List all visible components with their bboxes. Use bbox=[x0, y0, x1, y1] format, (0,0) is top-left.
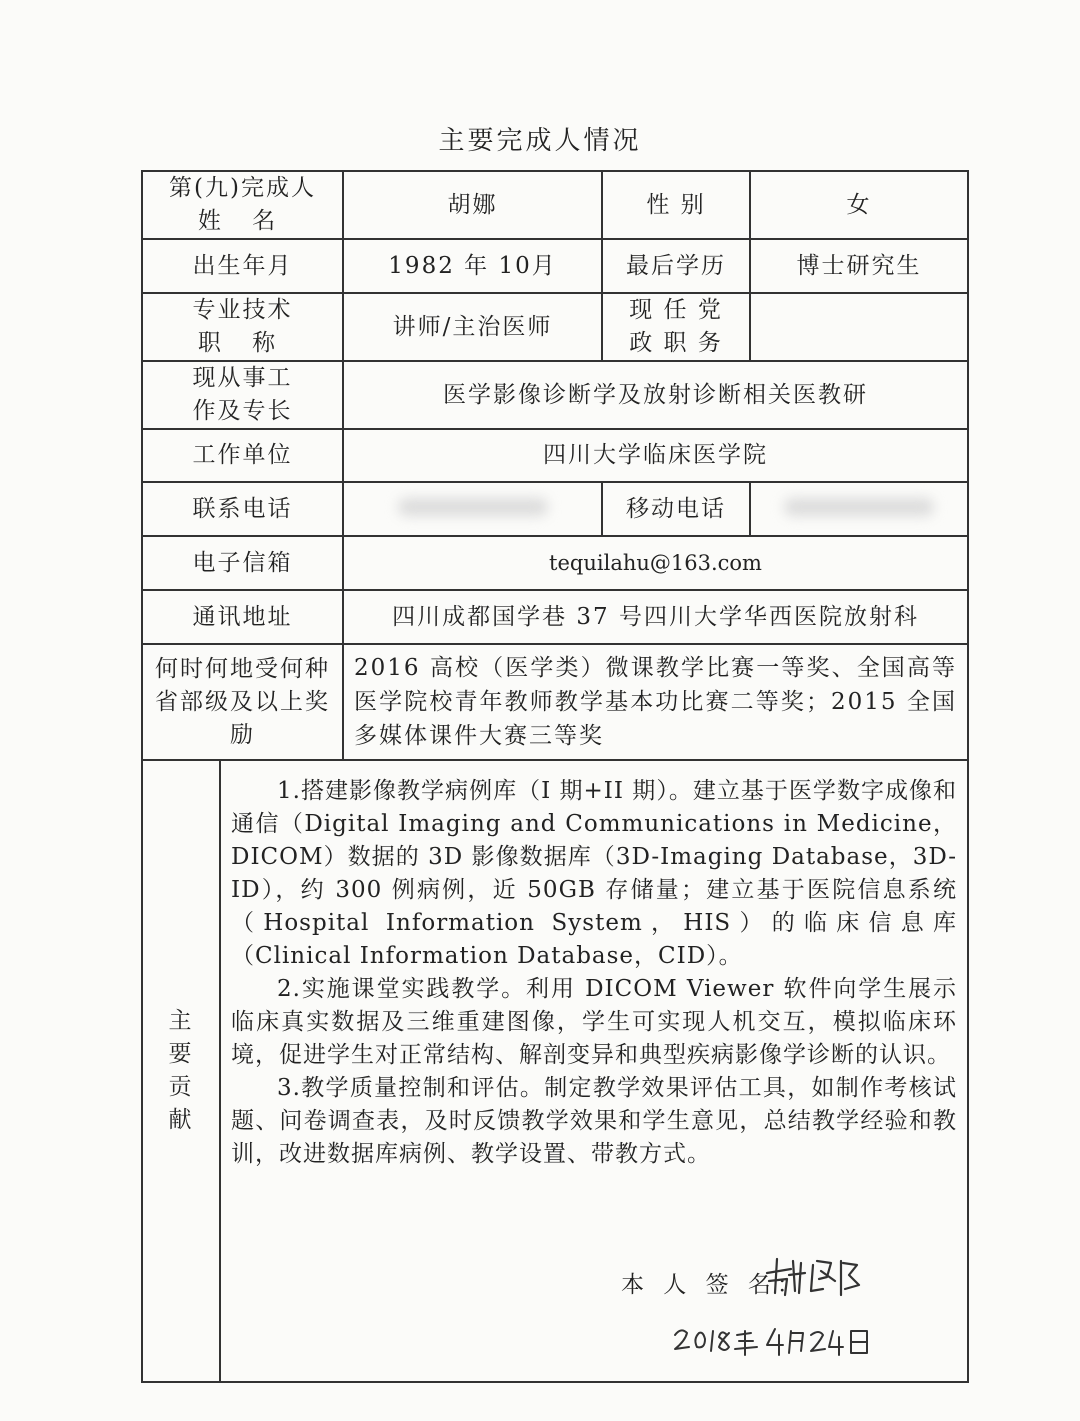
handwritten-date bbox=[671, 1321, 871, 1361]
row-work bbox=[142, 361, 968, 429]
awards-value: 2016 高校（医学类）微课教学比赛一等奖、全国高等医学院校青年教师教学基本功比赛二等奖；2015 全国多媒体课件大赛三等奖 bbox=[343, 644, 968, 760]
email-label: 电子信箱 bbox=[142, 536, 343, 590]
specialty-value: 医学影像诊断学及放射诊断相关医教研 bbox=[343, 361, 968, 429]
row-unit bbox=[142, 429, 968, 482]
address-label: 通讯地址 bbox=[142, 590, 343, 644]
mobile-value-redacted bbox=[750, 482, 968, 536]
work-unit-label: 工作单位 bbox=[142, 429, 343, 482]
contribution-paragraph: 2.实施课堂实践教学。利用 DICOM Viewer 软件向学生展示临床真实数据及三维重建图像，学生可实现人机交互，模拟临床环境，促进学生对正常结构、解剖变异和典型疾病影像学诊断的认识。 bbox=[231, 976, 958, 1068]
contribution-label: 主 要 贡 献 bbox=[142, 760, 220, 1382]
row-contribution bbox=[142, 760, 968, 1382]
contribution-paragraph: 1.搭建影像教学病例库（I 期+II 期）。建立基于医学数字成像和通信（Digital Imaging and Communications in Medicine，DICOM）数据的 3D 影像数据库（3D-Imaging Database，3D-ID），约 300 例病例，近 50GB 存储量；建立基于医院信息系统（Hospital Information System，HIS）的临床信息库（Clinical Information Database，CID）。 bbox=[231, 778, 958, 969]
contribution-paragraph: 3.教学质量控制和评估。制定教学效果评估工具，如制作考核试题、问卷调查表，及时反馈教学效果和学生意见，总结教学经验和教训，改进数据库病例、教学设置、带教方式。 bbox=[231, 1075, 958, 1167]
professional-title-label: 专业技术 职 称 bbox=[142, 293, 343, 361]
birth-value: 1982 年 10月 bbox=[343, 239, 602, 293]
signature-area bbox=[231, 1171, 957, 1381]
row-title bbox=[142, 293, 968, 361]
birth-label: 出生年月 bbox=[142, 239, 343, 293]
name-label: 第(九)完成人 姓 名 bbox=[142, 171, 343, 239]
row-birth bbox=[142, 239, 968, 293]
phone-value-redacted bbox=[343, 482, 602, 536]
page-title: 主要完成人情况 bbox=[438, 126, 642, 156]
contribution-content bbox=[220, 760, 968, 1382]
party-position-value bbox=[750, 293, 968, 361]
row-address bbox=[142, 590, 968, 644]
education-label: 最后学历 bbox=[602, 239, 750, 293]
phone-label: 联系电话 bbox=[142, 482, 343, 536]
work-unit-value: 四川大学临床医学院 bbox=[343, 429, 968, 482]
party-position-label: 现 任 党 政 职 务 bbox=[602, 293, 750, 361]
mobile-label: 移动电话 bbox=[602, 482, 750, 536]
professional-title-value: 讲师/主治医师 bbox=[343, 293, 602, 361]
awards-label: 何时何地受何种 省部级及以上奖励 bbox=[142, 644, 343, 760]
row-phone bbox=[142, 482, 968, 536]
row-awards bbox=[142, 644, 968, 760]
gender-label: 性 别 bbox=[602, 171, 750, 239]
gender-value: 女 bbox=[750, 171, 968, 239]
name-value: 胡娜 bbox=[343, 171, 602, 239]
row-name bbox=[142, 171, 968, 239]
address-value: 四川成都国学巷 37 号四川大学华西医院放射科 bbox=[343, 590, 968, 644]
row-email bbox=[142, 536, 968, 590]
completer-info-table bbox=[141, 170, 969, 1383]
email-value: tequilahu@163.com bbox=[343, 536, 968, 590]
signature-label: 本 人 签 名： bbox=[621, 1272, 806, 1298]
specialty-label: 现从事工 作及专长 bbox=[142, 361, 343, 429]
education-value: 博士研究生 bbox=[750, 239, 968, 293]
handwritten-signature bbox=[761, 1251, 881, 1301]
